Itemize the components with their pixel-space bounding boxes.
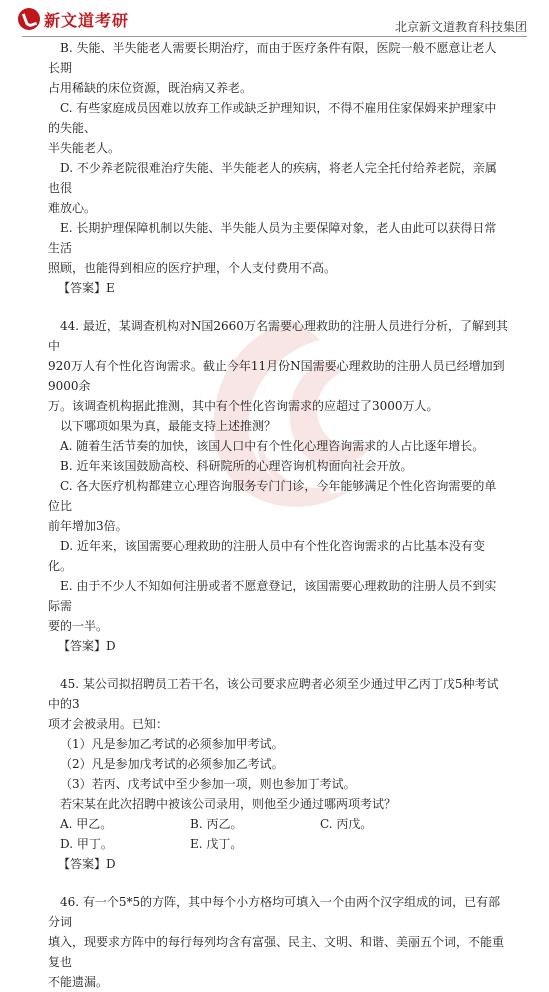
option-44-d: D. 近年来，该国需要心理救助的注册人员中有个性化咨询需求的占比基本没有变化。 [48, 539, 485, 573]
text-line: 填入，现要求方阵中的每行每列均含有富强、民主、文明、和谐、美丽五个词，不能重复也 [48, 935, 505, 969]
option-45-a: A. 甲乙。 [60, 817, 113, 831]
text-line: 项才会被录用。已知： [48, 717, 169, 731]
condition-1: （1）凡是参加乙考试的必须参加甲考试。 [60, 737, 284, 751]
answer-45: 【答案】D [58, 857, 116, 871]
options-45-row1 [48, 814, 508, 834]
logo-text: 新文道考研 [44, 10, 130, 30]
condition-3: （3）若丙、戊考试中至少参加一项，则也参加丁考试。 [60, 777, 356, 791]
options-45-row2 [48, 834, 508, 854]
option-45-b: B. 丙乙。 [190, 817, 243, 831]
condition-2: （2）凡是参加戊考试的必须参加乙考试。 [60, 757, 284, 771]
answer-44: 【答案】D [58, 639, 116, 653]
option-45-e: E. 戊丁。 [190, 837, 243, 851]
page-header [0, 0, 549, 38]
text-line: E. 长期护理保障机制以失能、半失能人员为主要保障对象，老人由此可以获得日常生活 [48, 221, 497, 255]
text-line: 要的一半。 [48, 619, 109, 633]
question-45-prompt: 若宋某在此次招聘中被该公司录用，则他至少通过哪两项考试？ [60, 797, 397, 811]
answer-43: 【答案】E [58, 281, 115, 295]
brand-logo [18, 6, 129, 32]
question-45-stem: 45. 某公司拟招聘员工若干名，该公司要求应聘者必须至少通过甲乙丙丁戊5种考试中的3 [48, 677, 499, 711]
option-44-e: E. 由于不少人不知如何注册或者不愿意登记，该国需要心理救助的注册人员不到实际需 [48, 579, 497, 613]
text-line: 难放心。 [48, 201, 97, 215]
text-line: 占用稀缺的床位资源，既治病又养老。 [48, 81, 253, 95]
header-divider [22, 36, 527, 37]
text-line: 920万人有个性化咨询需求。截止今年11月份N国需要心理救助的注册人员已经增加到9000余 [48, 359, 505, 393]
organization-name: 北京新文道教育科技集团 [394, 20, 527, 34]
text-line: 不能遗漏。 [48, 975, 109, 989]
document-body [48, 38, 508, 992]
text-line: D. 不少养老院很难治疗失能、半失能老人的疾病，将老人完全托付给养老院，亲属也很 [48, 161, 497, 195]
option-44-a: A. 随着生活节奏的加快，该国人口中有个性化心理咨询需求的人占比逐年增长。 [60, 439, 485, 453]
option-45-d: D. 甲丁。 [60, 837, 113, 851]
text-line: 照顾，也能得到相应的医疗护理，个人支付费用不高。 [48, 261, 337, 275]
question-44-prompt: 以下哪项如果为真，最能支持上述推测？ [60, 419, 277, 433]
option-44-b: B. 近年来该国鼓励高校、科研院所的心理咨询机构面向社会开放。 [60, 459, 413, 473]
text-line: 前年增加3倍。 [48, 519, 128, 533]
question-44-stem: 44. 最近，某调查机构对N国2660万名需要心理救助的注册人员进行分析，了解到其中 [48, 319, 508, 353]
text-line: 半失能老人。 [48, 141, 121, 155]
option-45-c: C. 丙戊。 [320, 817, 373, 831]
option-44-c: C. 各大医疗机构都建立心理咨询服务专门门诊，今年能够满足个性化咨询需要的单位比 [48, 479, 497, 513]
text-line: B. 失能、半失能老人需要长期治疗，而由于医疗条件有限，医院一般不愿意让老人长期 [48, 41, 497, 75]
text-line: 万。该调查机构据此推测，其中有个性化咨询需求的应超过了3000万人。 [48, 399, 439, 413]
logo-icon [18, 8, 40, 30]
question-46-stem: 46. 有一个5*5的方阵，其中每个小方格均可填入一个由两个汉字组成的词，已有部分词 [48, 895, 501, 929]
text-line: C. 有些家庭成员因难以放弃工作或缺乏护理知识，不得不雇用住家保姆来护理家中的失能、 [48, 101, 497, 135]
